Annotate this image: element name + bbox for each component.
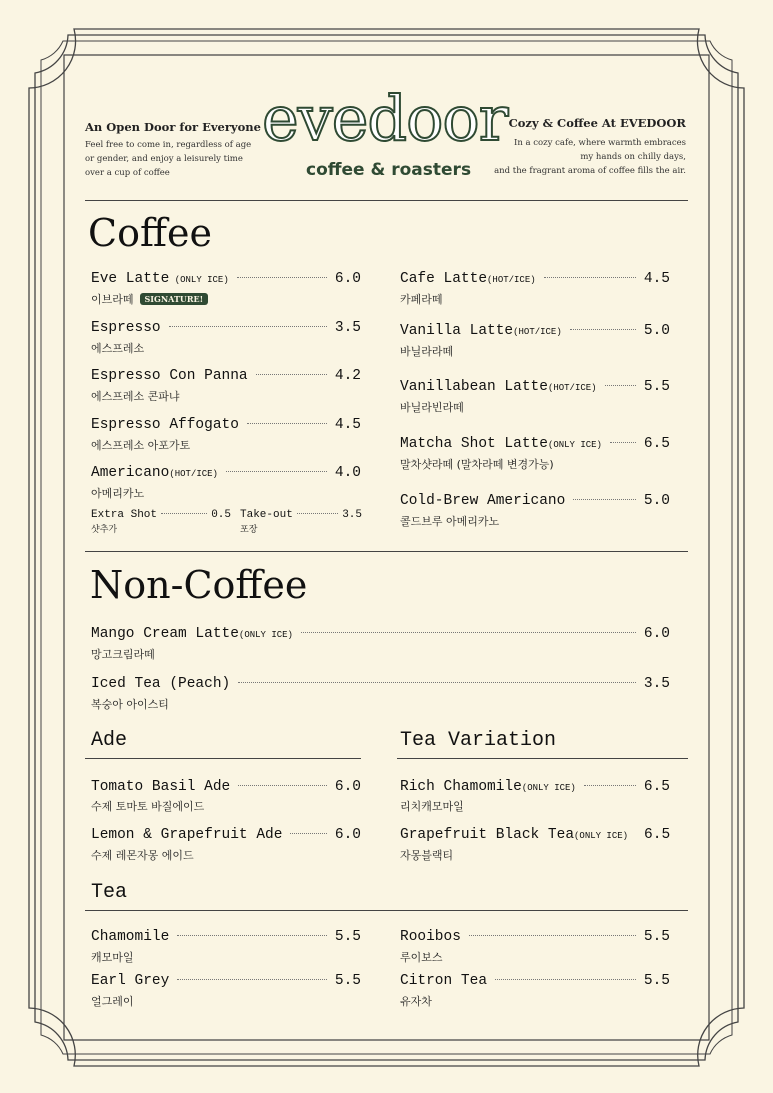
item-note: (HOT/ICE)	[487, 275, 536, 285]
item-korean: 카페라떼	[400, 293, 443, 306]
item-note: (HOT/ICE)	[547, 383, 597, 393]
extra-item	[91, 509, 231, 521]
item-name: Cold-Brew Americano	[400, 493, 566, 509]
item-name: Cafe Latte	[400, 271, 488, 287]
item-korean: 캐모마일	[91, 951, 134, 964]
item-note: (HOT/ICE)	[169, 469, 218, 479]
item-name: Mango Cream Latte	[91, 626, 239, 642]
extra-price: 3.5	[342, 509, 362, 521]
intro-right-line: In a cozy cafe, where warmth embraces	[513, 138, 686, 148]
item-note: (ONLY ICE)	[169, 275, 229, 285]
menu-item	[400, 973, 670, 989]
item-korean: 바닐라빈라떼	[400, 401, 464, 414]
item-name: Citron Tea	[400, 973, 488, 989]
item-korean: 말차샷라떼 (말차라떼 변경가능)	[400, 458, 554, 471]
item-note: (HOT/ICE)	[513, 327, 562, 337]
item-name: Earl Grey	[91, 973, 170, 989]
item-name: Chamomile	[91, 929, 170, 945]
intro-left-line: or gender, and enjoy a leisurely time	[85, 154, 243, 164]
dot-leader	[610, 442, 636, 443]
extra-korean: 샷추가	[91, 525, 118, 535]
item-korean: 바닐라라떼	[400, 345, 454, 358]
menu-item	[400, 827, 670, 843]
dot-leader	[177, 935, 327, 936]
item-korean: 리치캐모마일	[400, 800, 464, 813]
menu-item	[400, 779, 670, 795]
item-note: (ONLY ICE)	[238, 630, 293, 640]
item-price: 5.5	[334, 929, 361, 945]
item-korean: 에스프레소	[91, 342, 145, 355]
item-korean-text: 이브라떼	[91, 293, 134, 306]
intro-left-text	[85, 138, 251, 180]
item-name: Eve Latte	[91, 271, 170, 287]
item-price: 5.5	[643, 379, 670, 395]
tea-divider	[85, 910, 688, 911]
menu-item	[91, 676, 670, 692]
menu-item	[91, 929, 361, 945]
extra-price: 0.5	[211, 509, 231, 521]
logo-subtitle: coffee & roasters	[306, 160, 472, 180]
menu-item	[400, 323, 670, 339]
dot-leader	[238, 785, 327, 786]
menu-item	[91, 779, 361, 795]
menu-item	[91, 973, 361, 989]
item-korean: 얼그레이	[91, 995, 134, 1008]
section-title-ade: Ade	[91, 729, 128, 752]
item-price: 6.0	[334, 827, 361, 843]
dot-leader	[570, 329, 636, 330]
item-note: (ONLY ICE)	[547, 440, 602, 450]
dot-leader	[290, 833, 326, 834]
item-name: Vanillabean Latte	[400, 379, 548, 395]
item-korean: 복숭아 아이스티	[91, 698, 169, 711]
menu-item	[91, 368, 361, 384]
dot-leader	[301, 632, 636, 633]
ade-divider	[85, 758, 361, 759]
item-price: 4.2	[334, 368, 361, 384]
logo: evedoor	[262, 82, 508, 155]
item-price: 6.0	[334, 271, 361, 287]
item-name: Tomato Basil Ade	[91, 779, 231, 795]
extra-korean: 포장	[240, 525, 258, 535]
item-price: 6.5	[644, 827, 671, 843]
dot-leader	[469, 935, 636, 936]
item-price: 3.5	[643, 676, 670, 692]
item-price: 6.5	[643, 779, 670, 795]
section-title-noncoffee: Non-Coffee	[90, 563, 308, 607]
header-divider	[85, 200, 688, 201]
item-name: Rooibos	[400, 929, 461, 945]
dot-leader	[161, 513, 207, 514]
section-title-tea: Tea	[91, 881, 128, 904]
intro-left-line: over a cup of coffee	[85, 168, 170, 178]
dot-leader	[247, 423, 327, 424]
item-korean: 콜드브루 아메리카노	[400, 515, 500, 528]
item-price: 5.5	[643, 929, 670, 945]
item-price: 6.0	[334, 779, 361, 795]
dot-leader	[584, 785, 636, 786]
item-price: 5.5	[643, 973, 670, 989]
menu-item	[400, 493, 670, 509]
dot-leader	[226, 471, 327, 472]
intro-right-line: my hands on chilly days,	[580, 152, 686, 162]
menu-item	[400, 379, 670, 395]
menu-item	[400, 436, 670, 452]
item-korean: 망고크림라떼	[91, 648, 155, 661]
item-note: (ONLY ICE)	[521, 783, 576, 793]
item-price: 5.0	[643, 493, 670, 509]
extra-item	[240, 509, 362, 521]
item-name: Grapefruit Black Tea	[400, 827, 575, 843]
menu-item	[91, 271, 361, 287]
item-korean: 루이보스	[400, 951, 443, 964]
item-name: Iced Tea (Peach)	[91, 676, 231, 692]
item-korean: 에스프레소 아포가토	[91, 439, 191, 452]
menu-item	[91, 465, 361, 481]
dot-leader	[495, 979, 636, 980]
item-price: 5.5	[334, 973, 361, 989]
item-name: Espresso Affogato	[91, 417, 239, 433]
extra-name: Extra Shot	[91, 509, 158, 521]
intro-right-title: Cozy & Coffee At EVEDOOR	[508, 116, 686, 130]
intro-left-line: Feel free to come in, regardless of age	[85, 140, 252, 150]
item-korean: 아메리카노	[91, 487, 145, 500]
menu-item	[91, 320, 361, 336]
item-price: 3.5	[334, 320, 361, 336]
item-korean	[91, 291, 208, 307]
dot-leader	[573, 499, 636, 500]
dot-leader	[169, 326, 327, 327]
item-name: Vanilla Latte	[400, 323, 514, 339]
dot-leader	[297, 513, 338, 514]
item-price: 6.5	[643, 436, 670, 452]
item-note: (ONLY ICE)	[574, 831, 629, 841]
menu-item	[400, 271, 670, 287]
dot-leader	[177, 979, 327, 980]
menu-item	[91, 626, 670, 642]
item-name: Espresso Con Panna	[91, 368, 248, 384]
item-korean: 에스프레소 콘파냐	[91, 390, 180, 403]
item-price: 5.0	[643, 323, 670, 339]
dot-leader	[238, 682, 636, 683]
menu-item	[91, 417, 361, 433]
extra-name: Take-out	[240, 509, 293, 521]
intro-right-line: and the fragrant aroma of coffee fills the air.	[494, 166, 686, 176]
item-name: Lemon & Grapefruit Ade	[91, 827, 283, 843]
item-name: Rich Chamomile	[400, 779, 522, 795]
intro-left-title: An Open Door for Everyone	[85, 120, 261, 134]
menu-item	[400, 929, 670, 945]
section-divider	[85, 551, 688, 552]
section-title-tea-variation: Tea Variation	[400, 729, 557, 752]
dot-leader	[605, 385, 636, 386]
dot-leader	[237, 277, 327, 278]
item-price: 4.5	[334, 417, 361, 433]
item-korean: 자몽블랙티	[400, 849, 454, 862]
dot-leader	[256, 374, 327, 375]
item-name: Matcha Shot Latte	[400, 436, 548, 452]
item-korean: 유자차	[400, 995, 432, 1008]
item-name: Espresso	[91, 320, 161, 336]
item-price: 4.0	[334, 465, 361, 481]
intro-right-text	[494, 136, 686, 178]
dot-leader	[544, 277, 636, 278]
signature-badge: SIGNATURE!	[140, 293, 209, 305]
item-korean: 수제 레몬자몽 에이드	[91, 849, 194, 862]
tea-variation-divider	[397, 758, 688, 759]
item-korean: 수제 토마토 바질에이드	[91, 800, 205, 813]
item-name: Americano	[91, 465, 170, 481]
item-price: 4.5	[643, 271, 670, 287]
item-price: 6.0	[643, 626, 670, 642]
section-title-coffee: Coffee	[88, 211, 212, 255]
menu-item	[91, 827, 361, 843]
